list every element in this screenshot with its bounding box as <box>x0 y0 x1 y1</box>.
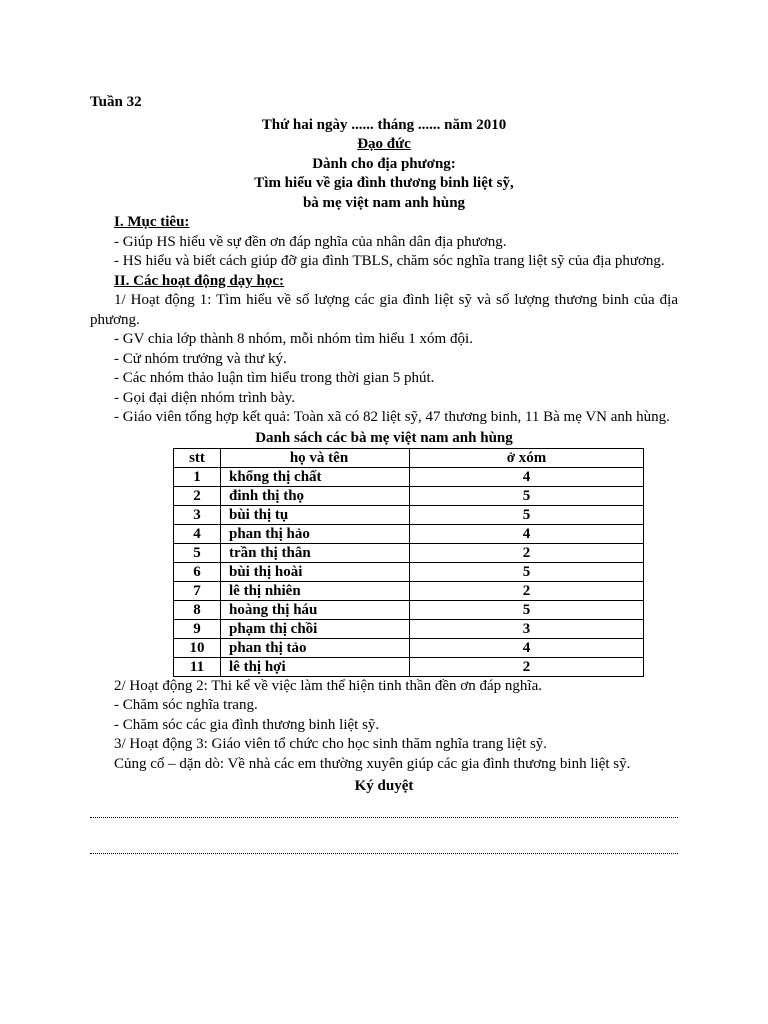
objective-item: - Giúp HS hiểu về sự đền ơn đáp nghĩa của nhân dân địa phương. <box>114 233 507 250</box>
table-header-row <box>174 448 644 467</box>
week-label: Tuần 32 <box>90 94 142 110</box>
activity-1-item: - Cử nhóm trưởng và thư ký. <box>114 350 287 367</box>
cell-hamlet: 5 <box>410 562 644 581</box>
cell-stt: 7 <box>174 581 221 600</box>
cell-hamlet: 4 <box>410 524 644 543</box>
table-row <box>174 638 644 657</box>
topic-line-3: bà mẹ việt nam anh hùng <box>302 194 466 211</box>
sign-label: Ký duyệt <box>354 778 414 794</box>
cell-hamlet: 2 <box>410 543 644 562</box>
table-row <box>174 486 644 505</box>
activity-1-item: - Các nhóm thảo luận tìm hiểu trong thời gian 5 phút. <box>114 370 435 386</box>
cell-hamlet: 2 <box>410 581 644 600</box>
table-title: Danh sách các bà mẹ việt nam anh hùng <box>255 429 513 446</box>
header-hamlet: ở xóm <box>410 448 644 467</box>
cell-name: bùi thị tụ <box>221 505 410 524</box>
table-row <box>174 505 644 524</box>
cell-hamlet: 5 <box>410 505 644 524</box>
table-row <box>174 581 644 600</box>
cell-name: phan thị tảo <box>221 638 410 657</box>
cell-stt: 8 <box>174 600 221 619</box>
heroic-mothers-table <box>173 448 644 677</box>
cell-stt: 9 <box>174 619 221 638</box>
cell-name: lê thị nhiên <box>221 581 410 600</box>
table-row <box>174 467 644 486</box>
cell-hamlet: 2 <box>410 657 644 676</box>
cell-name: trần thị thân <box>221 543 410 562</box>
cell-stt: 2 <box>174 486 221 505</box>
cell-name: khổng thị chất <box>221 467 410 486</box>
signature-dotted-line <box>90 816 678 818</box>
table-row <box>174 562 644 581</box>
table-row <box>174 600 644 619</box>
cell-stt: 6 <box>174 562 221 581</box>
objectives-heading: I. Mục tiêu: <box>114 214 190 230</box>
cell-stt: 11 <box>174 657 221 676</box>
cell-stt: 5 <box>174 543 221 562</box>
cell-stt: 10 <box>174 638 221 657</box>
wrap-up: Củng cố – dặn dò: Về nhà các em thường xuyên giúp các gia đình thương binh liệt sỹ. <box>114 755 631 772</box>
table-row <box>174 524 644 543</box>
activity-3: 3/ Hoạt động 3: Giáo viên tổ chức cho học sinh thăm nghĩa trang liệt sỹ. <box>114 736 548 752</box>
cell-name: bùi thị hoài <box>221 562 410 581</box>
table-row <box>174 619 644 638</box>
activity-1: 1/ Hoạt động 1: Tìm hiểu về số lượng các gia đình liệt sỹ và số lượng thương binh của địa phương. <box>90 292 678 328</box>
cell-stt: 4 <box>174 524 221 543</box>
cell-name: hoàng thị háu <box>221 600 410 619</box>
cell-name: phạm thị chồi <box>221 619 410 638</box>
cell-hamlet: 4 <box>410 638 644 657</box>
header-name: họ và tên <box>221 448 410 467</box>
lesson-plan-page <box>90 93 678 854</box>
cell-name: đinh thị thọ <box>221 486 410 505</box>
cell-hamlet: 5 <box>410 486 644 505</box>
cell-hamlet: 5 <box>410 600 644 619</box>
activity-1-item: - GV chia lớp thành 8 nhóm, mỗi nhóm tìm hiểu 1 xóm đội. <box>114 331 473 347</box>
header-stt: stt <box>174 448 221 467</box>
activities-heading: II. Các hoạt động dạy học: <box>114 272 285 289</box>
topic-line-2: Tìm hiểu về gia đình thương binh liệt sỹ, <box>254 175 514 191</box>
cell-stt: 1 <box>174 467 221 486</box>
topic-line-1: Dành cho địa phương: <box>312 155 456 172</box>
date-line: Thứ hai ngày ...... tháng ...... năm 2010 <box>261 116 507 133</box>
table-row <box>174 657 644 676</box>
signature-dotted-line <box>90 852 678 854</box>
activity-2-item: - Chăm sóc nghĩa trang. <box>114 697 258 713</box>
table-row <box>174 543 644 562</box>
subject-title: Đạo đức <box>357 136 411 152</box>
cell-hamlet: 4 <box>410 467 644 486</box>
activity-1-item: - Giáo viên tổng hợp kết quả: Toàn xã có 82 liệt sỹ, 47 thương binh, 11 Bà mẹ VN anh hùng. <box>114 409 670 425</box>
activity-2-item: - Chăm sóc các gia đình thương binh liệt sỹ. <box>114 716 380 733</box>
activity-2: 2/ Hoạt động 2: Thi kể về việc làm thể hiện tinh thần đền ơn đáp nghĩa. <box>114 677 542 694</box>
objective-item: - HS hiểu và biết cách giúp đỡ gia đình TBLS, chăm sóc nghĩa trang liệt sỹ của địa phương. <box>114 253 665 269</box>
activity-1-item: - Gọi đại diện nhóm trình bày. <box>114 389 296 406</box>
cell-stt: 3 <box>174 505 221 524</box>
cell-hamlet: 3 <box>410 619 644 638</box>
cell-name: lê thị hợi <box>221 657 410 676</box>
cell-name: phan thị hảo <box>221 524 410 543</box>
